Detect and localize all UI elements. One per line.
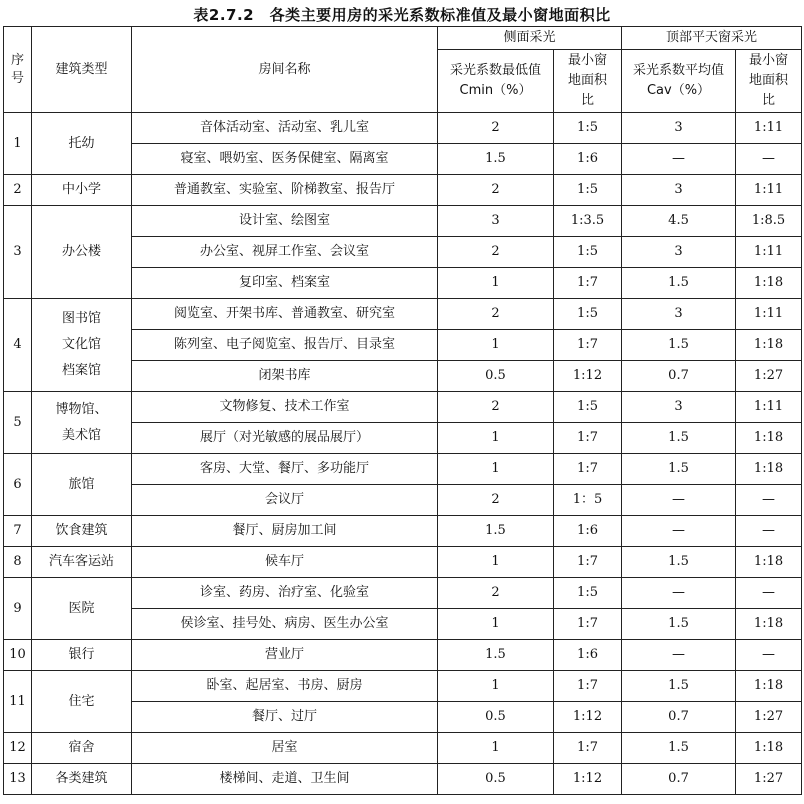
cell-seq: 11 [4,671,32,733]
cell-side-coef: 2 [438,175,554,206]
cell-side-ratio: 1:7 [554,330,622,361]
table-row [4,299,802,330]
cell-side-ratio: 1：5 [554,485,622,516]
cell-side-coef: 2 [438,578,554,609]
cell-side-ratio: 1:7 [554,268,622,299]
cell-room-name: 设计室、绘图室 [132,206,438,237]
cell-side-ratio: 1:3.5 [554,206,622,237]
cell-top-ratio: 1:11 [736,299,802,330]
header-top-coef: 采光系数平均值 Cav（%） [622,50,736,113]
cell-side-coef: 1 [438,547,554,578]
cell-top-coef: 3 [622,392,736,423]
cell-top-coef: 0.7 [622,361,736,392]
table-row [4,516,802,547]
cell-building-type: 博物馆、 美术馆 [32,392,132,454]
cell-top-coef: 3 [622,113,736,144]
cell-top-coef: — [622,144,736,175]
table-row [4,578,802,609]
cell-top-coef: 0.7 [622,764,736,795]
cell-room-name: 陈列室、电子阅览室、报告厅、目录室 [132,330,438,361]
cell-top-coef: — [622,578,736,609]
cell-building-type: 各类建筑 [32,764,132,795]
cell-top-coef: 1.5 [622,609,736,640]
header-top-group: 顶部平天窗采光 [622,27,802,50]
cell-top-ratio: 1:18 [736,454,802,485]
cell-top-ratio: 1:11 [736,113,802,144]
cell-building-type: 托幼 [32,113,132,175]
cell-room-name: 客房、大堂、餐厅、多功能厅 [132,454,438,485]
cell-seq: 8 [4,547,32,578]
cell-top-ratio: — [736,578,802,609]
table-body [4,113,802,795]
table-row [4,206,802,237]
cell-seq: 2 [4,175,32,206]
cell-side-ratio: 1:6 [554,516,622,547]
cell-building-type: 银行 [32,640,132,671]
cell-side-coef: 3 [438,206,554,237]
table-row [4,547,802,578]
table-row [4,454,802,485]
cell-seq: 1 [4,113,32,175]
cell-room-name: 普通教室、实验室、阶梯教室、报告厅 [132,175,438,206]
cell-top-coef: 1.5 [622,547,736,578]
cell-top-ratio: 1:27 [736,361,802,392]
cell-side-ratio: 1:5 [554,392,622,423]
cell-side-coef: 0.5 [438,702,554,733]
cell-room-name: 闭架书库 [132,361,438,392]
table-row [4,733,802,764]
header-side-ratio: 最小窗地面积比 [554,50,622,113]
cell-top-ratio: 1:27 [736,764,802,795]
cell-building-type: 饮食建筑 [32,516,132,547]
table-row [4,764,802,795]
cell-top-ratio: 1:18 [736,609,802,640]
cell-building-type: 图书馆 文化馆 档案馆 [32,299,132,392]
cell-seq: 10 [4,640,32,671]
header-room: 房间名称 [132,27,438,113]
table-row [4,113,802,144]
cell-building-type: 旅馆 [32,454,132,516]
cell-room-name: 会议厅 [132,485,438,516]
cell-top-coef: — [622,485,736,516]
cell-side-ratio: 1:5 [554,578,622,609]
table-row [4,640,802,671]
cell-room-name: 复印室、档案室 [132,268,438,299]
cell-room-name: 营业厅 [132,640,438,671]
cell-top-ratio: 1:8.5 [736,206,802,237]
cell-side-ratio: 1:5 [554,299,622,330]
header-seq-label: 序号 [10,52,24,86]
cell-seq: 3 [4,206,32,299]
cell-top-ratio: 1:18 [736,671,802,702]
header-type: 建筑类型 [32,27,132,113]
cell-side-ratio: 1:7 [554,454,622,485]
cell-room-name: 阅览室、开架书库、普通教室、研究室 [132,299,438,330]
cell-side-ratio: 1:5 [554,237,622,268]
cell-side-coef: 1.5 [438,516,554,547]
table-row [4,175,802,206]
cell-room-name: 餐厅、厨房加工间 [132,516,438,547]
cell-side-coef: 2 [438,485,554,516]
cell-side-ratio: 1:7 [554,609,622,640]
cell-top-ratio: 1:18 [736,733,802,764]
cell-seq: 5 [4,392,32,454]
cell-seq: 13 [4,764,32,795]
cell-seq: 12 [4,733,32,764]
cell-top-ratio: 1:11 [736,175,802,206]
cell-building-type: 住宅 [32,671,132,733]
cell-side-coef: 1.5 [438,144,554,175]
cell-side-coef: 1 [438,733,554,764]
cell-side-coef: 0.5 [438,361,554,392]
cell-top-ratio: 1:11 [736,237,802,268]
cell-top-ratio: 1:18 [736,423,802,454]
cell-side-ratio: 1:12 [554,702,622,733]
cell-seq: 9 [4,578,32,640]
cell-side-coef: 1.5 [438,640,554,671]
cell-seq: 7 [4,516,32,547]
table-row [4,392,802,423]
cell-side-coef: 1 [438,671,554,702]
cell-room-name: 展厅（对光敏感的展品展厅） [132,423,438,454]
table-row [4,671,802,702]
cell-building-type: 医院 [32,578,132,640]
cell-top-coef: 3 [622,299,736,330]
cell-room-name: 卧室、起居室、书房、厨房 [132,671,438,702]
cell-building-type: 汽车客运站 [32,547,132,578]
header-top-ratio: 最小窗地面积比 [736,50,802,113]
cell-room-name: 办公室、视屏工作室、会议室 [132,237,438,268]
cell-side-ratio: 1:7 [554,547,622,578]
cell-side-coef: 2 [438,392,554,423]
cell-building-type: 中小学 [32,175,132,206]
cell-seq: 4 [4,299,32,392]
cell-top-ratio: — [736,144,802,175]
cell-top-ratio: — [736,485,802,516]
cell-room-name: 音体活动室、活动室、乳儿室 [132,113,438,144]
cell-side-coef: 1 [438,423,554,454]
cell-side-coef: 0.5 [438,764,554,795]
cell-top-ratio: — [736,640,802,671]
lighting-standard-table [3,26,802,795]
cell-side-ratio: 1:5 [554,113,622,144]
cell-side-coef: 1 [438,268,554,299]
header-seq [4,27,32,113]
cell-top-ratio: 1:11 [736,392,802,423]
cell-room-name: 侯诊室、挂号处、病房、医生办公室 [132,609,438,640]
header-side-coef: 采光系数最低值 Cmin（%） [438,50,554,113]
header-side-group: 侧面采光 [438,27,622,50]
cell-top-coef: 1.5 [622,423,736,454]
cell-top-coef: 0.7 [622,702,736,733]
cell-top-coef: 1.5 [622,330,736,361]
cell-side-coef: 1 [438,454,554,485]
cell-top-ratio: 1:18 [736,547,802,578]
cell-room-name: 诊室、药房、治疗室、化验室 [132,578,438,609]
cell-top-ratio: 1:27 [736,702,802,733]
table-header [4,27,802,113]
cell-side-coef: 2 [438,299,554,330]
cell-top-coef: 1.5 [622,268,736,299]
cell-top-coef: — [622,516,736,547]
cell-seq: 6 [4,454,32,516]
cell-side-coef: 2 [438,113,554,144]
cell-side-ratio: 1:7 [554,733,622,764]
cell-room-name: 候车厅 [132,547,438,578]
cell-top-ratio: 1:18 [736,330,802,361]
cell-room-name: 文物修复、技术工作室 [132,392,438,423]
cell-top-coef: — [622,640,736,671]
cell-top-ratio: 1:18 [736,268,802,299]
cell-room-name: 寝室、喂奶室、医务保健室、隔离室 [132,144,438,175]
cell-side-coef: 1 [438,609,554,640]
cell-side-ratio: 1:5 [554,175,622,206]
cell-building-type: 宿舍 [32,733,132,764]
cell-top-coef: 1.5 [622,671,736,702]
cell-top-coef: 3 [622,237,736,268]
cell-side-ratio: 1:6 [554,144,622,175]
cell-side-ratio: 1:7 [554,423,622,454]
cell-side-coef: 2 [438,237,554,268]
cell-room-name: 楼梯间、走道、卫生间 [132,764,438,795]
cell-room-name: 居室 [132,733,438,764]
cell-top-coef: 1.5 [622,733,736,764]
cell-top-coef: 3 [622,175,736,206]
cell-building-type: 办公楼 [32,206,132,299]
cell-top-coef: 1.5 [622,454,736,485]
cell-side-ratio: 1:6 [554,640,622,671]
cell-top-coef: 4.5 [622,206,736,237]
table-title: 表2.7.2 各类主要用房的采光系数标准值及最小窗地面积比 [193,6,611,24]
cell-side-coef: 1 [438,330,554,361]
cell-side-ratio: 1:7 [554,671,622,702]
cell-side-ratio: 1:12 [554,764,622,795]
cell-side-ratio: 1:12 [554,361,622,392]
cell-top-ratio: — [736,516,802,547]
cell-room-name: 餐厅、过厅 [132,702,438,733]
